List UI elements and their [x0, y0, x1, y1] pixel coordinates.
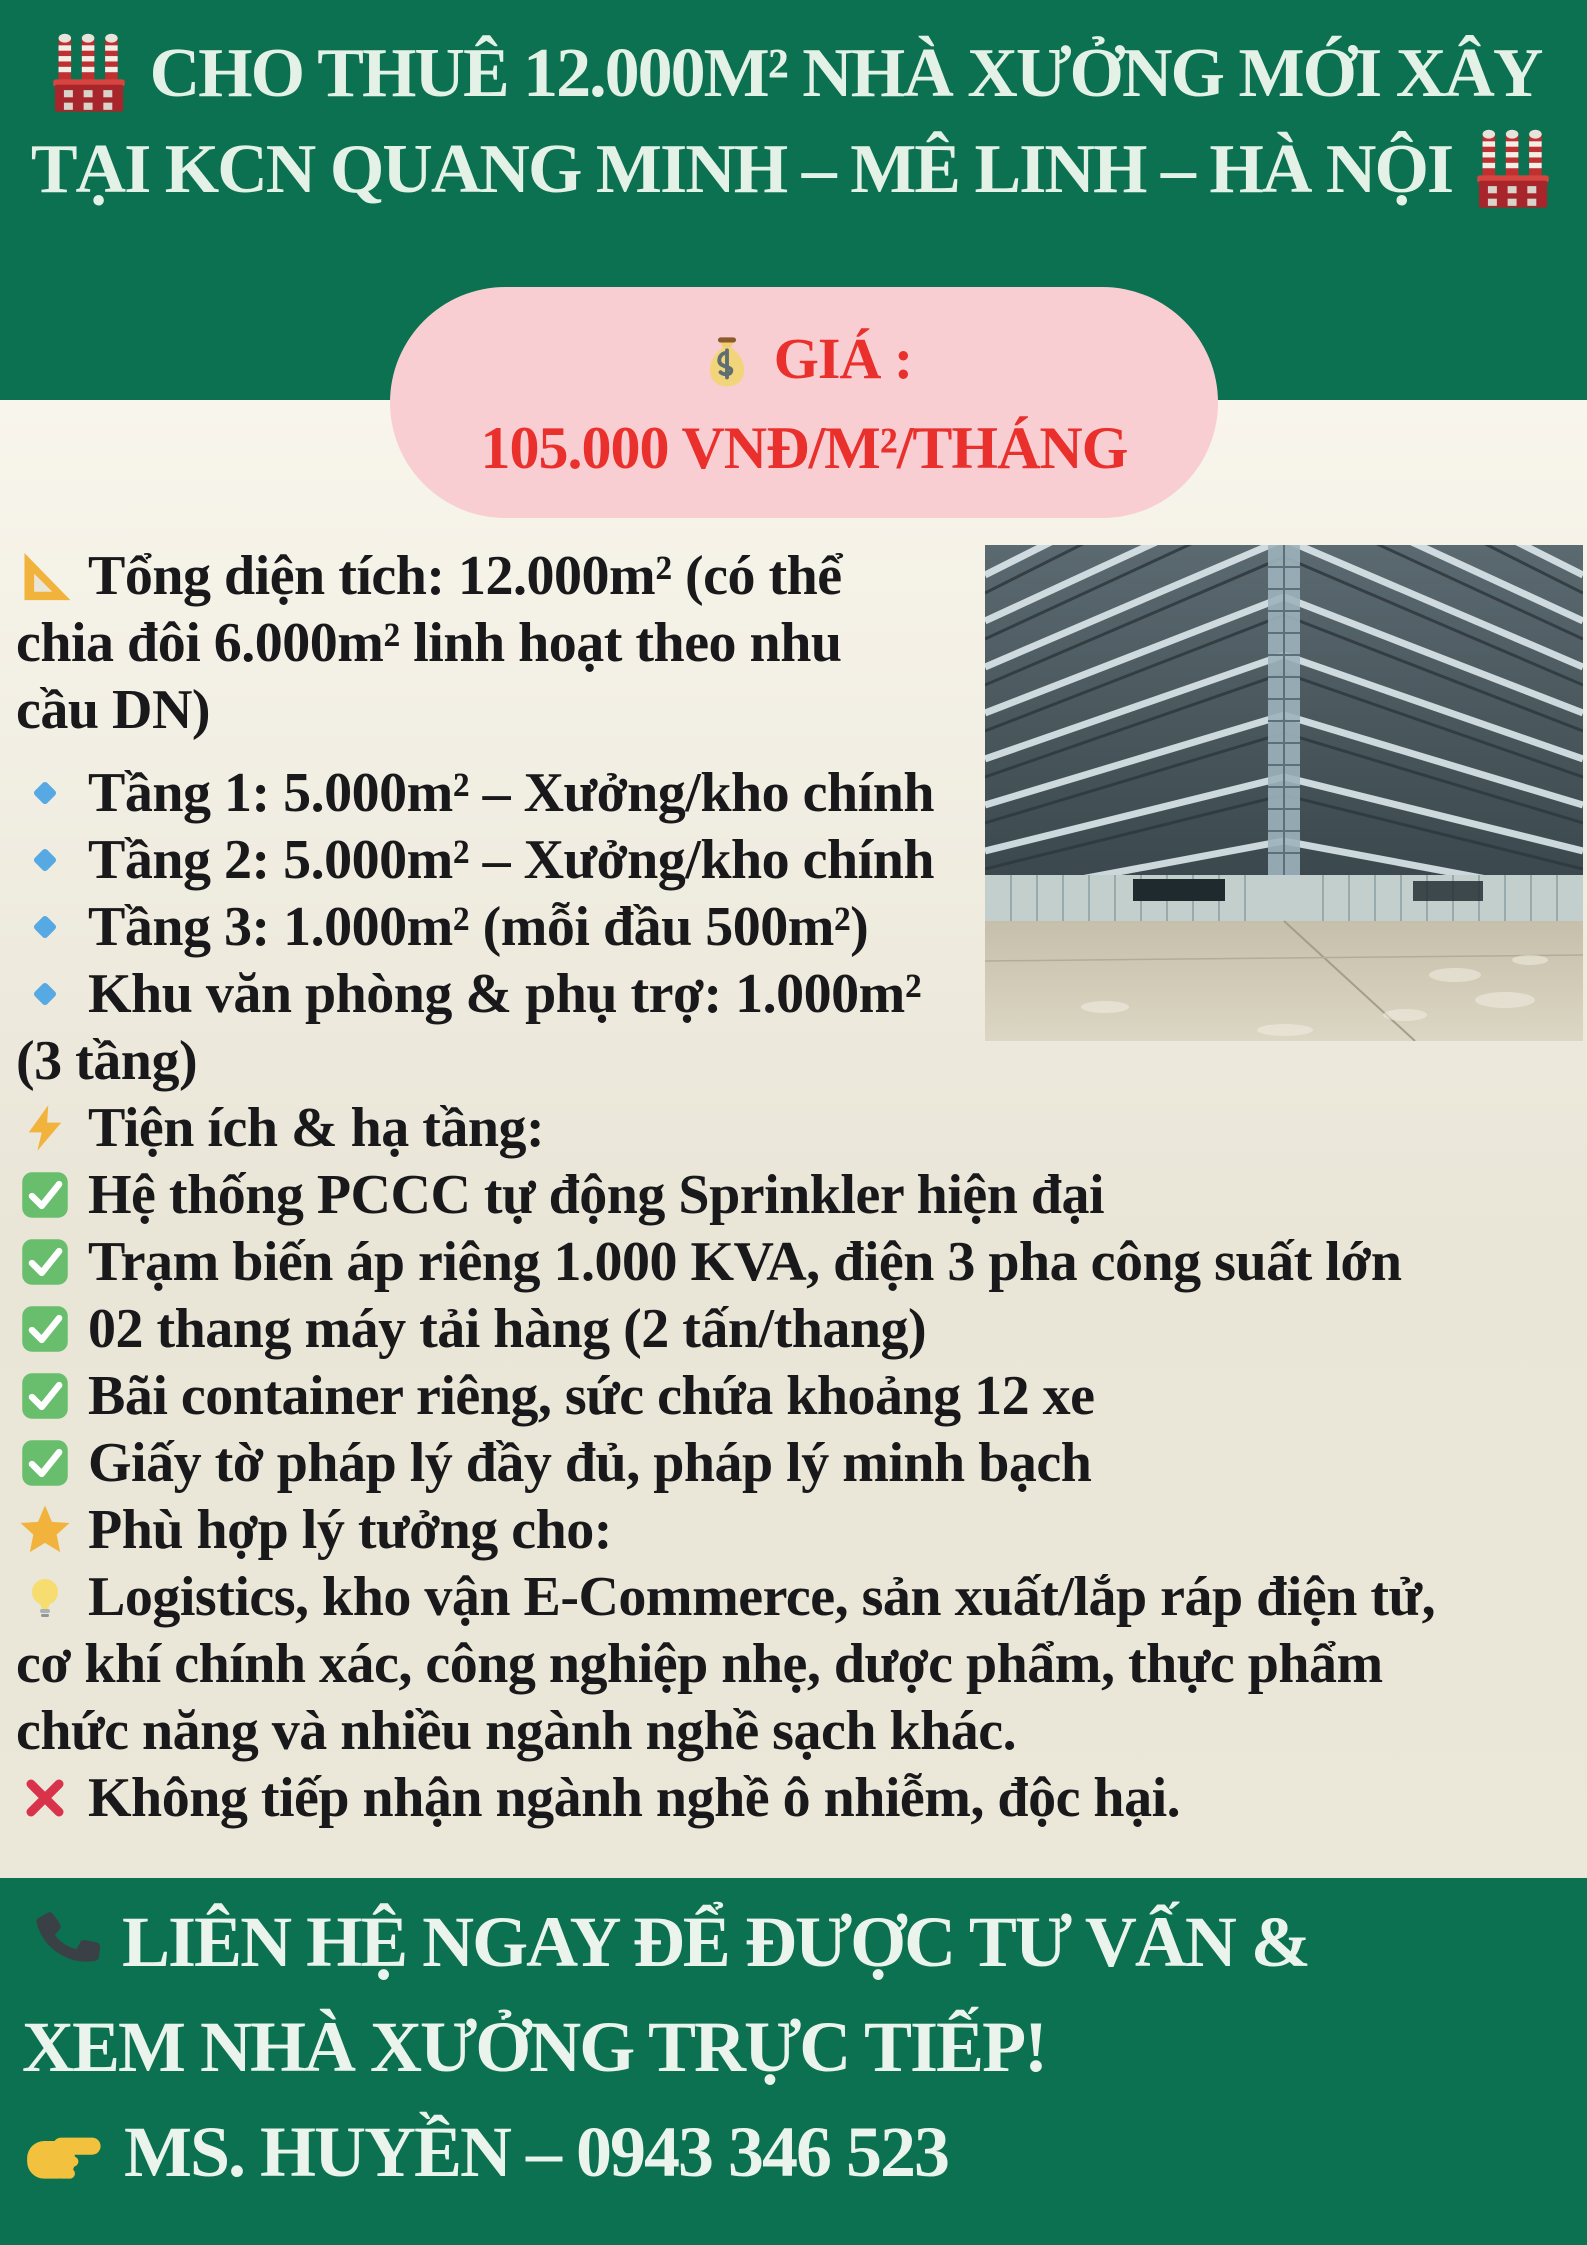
body-line	[16, 1362, 1576, 1429]
page-title-line-2	[0, 122, 1587, 218]
price-pill	[390, 287, 1218, 518]
body-line	[16, 1496, 1576, 1563]
body-line	[16, 1429, 1576, 1496]
body-line	[16, 1295, 1576, 1362]
body-line-text: Không tiếp nhận ngành nghề ô nhiễm, độc hại.	[88, 1766, 1181, 1829]
body-line-text: Trạm biến áp riêng 1.000 KVA, điện 3 pha công suất lớn	[88, 1230, 1402, 1293]
price-value: 105.000 VNĐ/M²/THÁNG	[480, 415, 1128, 481]
page-title-text-1: CHO THUÊ 12.000M² NHÀ XƯỞNG MỚI XÂY	[149, 35, 1542, 112]
body-line-text: 02 thang máy tải hàng (2 tấn/thang)	[88, 1297, 927, 1360]
body-line-text: Khu văn phòng & phụ trợ: 1.000m²	[88, 962, 922, 1025]
body-line	[16, 759, 1576, 826]
blue-diamond-icon	[16, 898, 74, 956]
page-title-text-2: TẠI KCN QUANG MINH – MÊ LINH – HÀ NỘI	[30, 131, 1453, 208]
body-line	[16, 609, 1576, 676]
body-line	[16, 542, 1576, 609]
body-line	[16, 1027, 1576, 1094]
body-line-text: Logistics, kho vận E-Commerce, sản xuất/lắp ráp điện tử,	[88, 1565, 1436, 1628]
page-title-line-1	[0, 26, 1587, 122]
body-line	[16, 826, 1576, 893]
body-line-text: cầu DN)	[16, 678, 211, 741]
body-line	[16, 1094, 1576, 1161]
body-line-text: cơ khí chính xác, công nghiệp nhẹ, dược phẩm, thực phẩm	[16, 1632, 1383, 1695]
check-icon	[16, 1300, 74, 1358]
body-line-text: Tiện ích & hạ tầng:	[88, 1096, 545, 1159]
body-line	[16, 960, 1576, 1027]
body-line	[16, 1630, 1576, 1697]
check-icon	[16, 1233, 74, 1291]
triangle-ruler-icon	[16, 547, 74, 605]
body-line-text: chia đôi 6.000m² linh hoạt theo nhu	[16, 611, 842, 674]
check-icon	[16, 1367, 74, 1425]
body-line	[16, 1697, 1576, 1764]
body-lines	[16, 542, 1576, 1831]
body-line-text: chức năng và nhiều ngành nghề sạch khác.	[16, 1699, 1017, 1762]
point-finger-icon	[22, 2112, 104, 2194]
check-icon	[16, 1434, 74, 1492]
body-line-text: Tổng diện tích: 12.000m² (có thể	[88, 544, 842, 607]
footer-line-3	[22, 2100, 1587, 2205]
body-line	[16, 1161, 1576, 1228]
check-icon	[16, 1166, 74, 1224]
body-line	[16, 1563, 1576, 1630]
body-line	[16, 676, 1576, 743]
lightning-icon	[16, 1099, 74, 1157]
phone-icon	[22, 1903, 102, 1983]
page-title	[0, 26, 1587, 218]
body-line-text: Tầng 1: 5.000m² – Xưởng/kho chính	[88, 761, 934, 824]
body-line	[16, 1764, 1576, 1831]
footer-band	[0, 1878, 1587, 2245]
footer-text-2: XEM NHÀ XƯỞNG TRỰC TIẾP!	[22, 2007, 1047, 2087]
bulb-icon	[16, 1568, 74, 1626]
price-label: GIÁ :	[773, 325, 913, 391]
footer-text-1: LIÊN HỆ NGAY ĐỂ ĐƯỢC TƯ VẤN &	[122, 1902, 1309, 1982]
blue-diamond-icon	[16, 965, 74, 1023]
cross-icon	[16, 1769, 74, 1827]
factory-icon	[46, 31, 132, 117]
footer-line-2	[22, 1995, 1587, 2100]
footer-line-1	[22, 1890, 1587, 1995]
body-line-text: Giấy tờ pháp lý đầy đủ, pháp lý minh bạch	[88, 1431, 1092, 1494]
body-line-text: Phù hợp lý tưởng cho:	[88, 1498, 612, 1561]
body-line-text: Bãi container riêng, sức chứa khoảng 12 xe	[88, 1364, 1095, 1427]
body-line-text: Tầng 2: 5.000m² – Xưởng/kho chính	[88, 828, 934, 891]
price-label-row	[390, 313, 1218, 403]
blue-diamond-icon	[16, 831, 74, 889]
body-line	[16, 1228, 1576, 1295]
factory-icon	[1470, 127, 1556, 213]
blue-diamond-icon	[16, 764, 74, 822]
body-line	[16, 893, 1576, 960]
star-icon	[16, 1501, 74, 1559]
body-line-text: Hệ thống PCCC tự động Sprinkler hiện đại	[88, 1163, 1105, 1226]
body-line-text: Tầng 3: 1.000m² (mỗi đầu 500m²)	[88, 895, 869, 958]
money-bag-icon	[696, 327, 758, 389]
body-line-text: (3 tầng)	[16, 1029, 198, 1092]
footer-contact: MS. HUYỀN – 0943 346 523	[124, 2112, 949, 2192]
